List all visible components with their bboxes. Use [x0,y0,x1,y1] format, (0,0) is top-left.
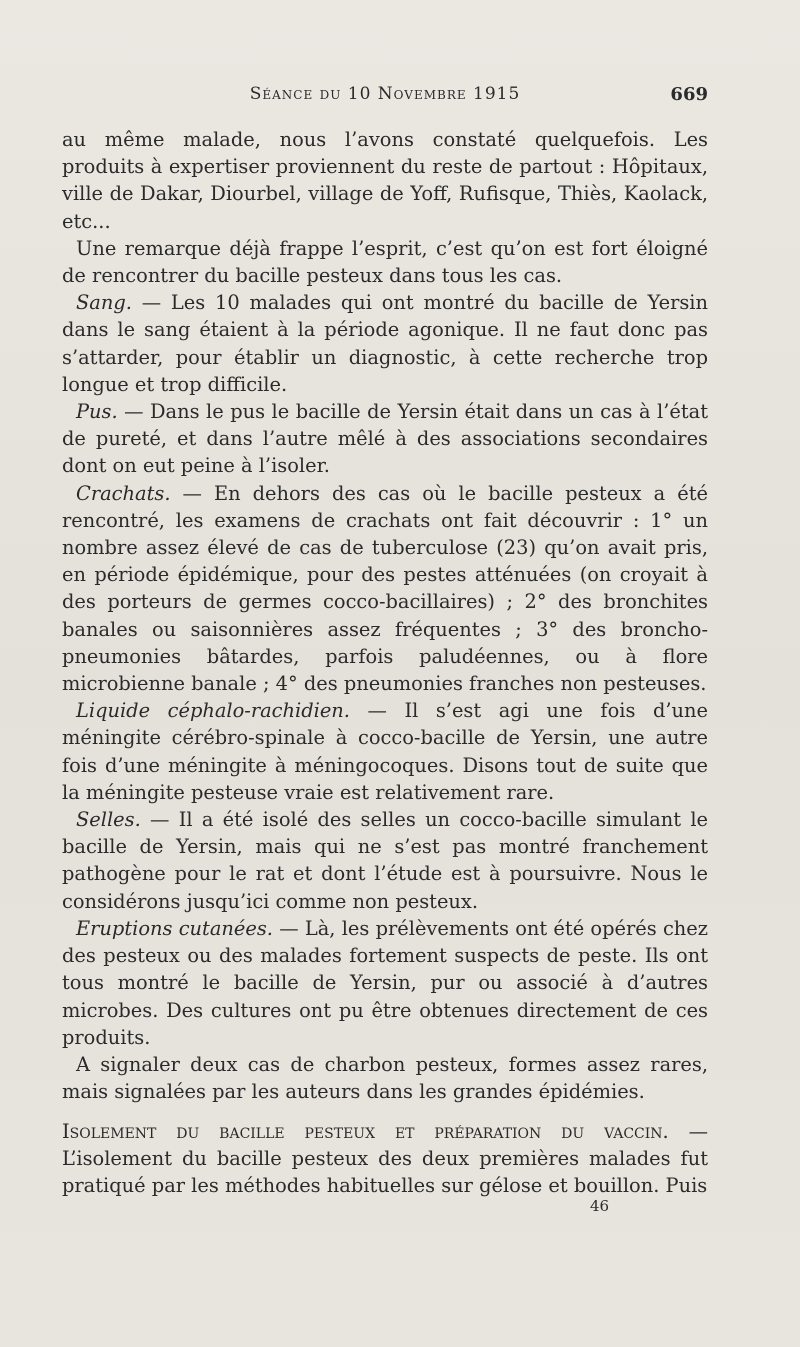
page-header [62,84,708,114]
paragraph-text: — Il a été isolé des selles un cocco-bacille simulant le bacille de Yersin, mais qui ne s’est pas montré franchement pathogène pour le rat et dont l’étude est à poursuivre. Nous le considérons jusqu’ici comme non pesteux. [62,808,708,913]
paragraph [62,806,708,915]
section-heading: Isolement du bacille pesteux et préparation du vaccin. [62,1120,669,1143]
paragraph [62,1051,708,1105]
page-number: 669 [670,84,708,105]
running-head: Séance du 10 Novembre 1915 [249,84,521,104]
paragraph-lead: Selles. [76,808,141,832]
section-text: — L’isolement du bacille pesteux des deux premières malades fut pratiqué par les méthodes habituelles sur gélose et bouillon. Puis [62,1120,708,1198]
paragraph [62,235,708,289]
section-paragraph [62,1118,708,1200]
paragraph-text: A signaler deux cas de charbon pesteux, formes assez rares, mais signalées par les auteurs dans les grandes épidémies. [62,1052,708,1104]
section [62,1118,708,1200]
paragraph [62,915,708,1051]
paragraph-lead: Liquide céphalo-rachidien. [76,699,350,723]
paragraph-text: — Les 10 malades qui ont montré du bacille de Yersin dans le sang étaient à la période agonique. Il ne faut donc pas s’attarder, pour établir un diagnostic, à cette recherche trop longue et trop difficile. [62,291,708,396]
paragraph [62,480,708,698]
paragraph [62,126,708,235]
body-text [62,126,708,1105]
signature-mark: 46 [590,1197,610,1215]
paragraph [62,697,708,806]
paragraph-text: — Dans le pus le bacille de Yersin était dans un cas à l’état de pureté, et dans l’autre mêlé à des associations secondaires dont on eut peine à l’isoler. [62,400,708,478]
paragraph-text: — En dehors des cas où le bacille pesteux a été rencontré, les examens de crachats ont fait découvrir : 1° un nombre assez élevé de cas de tuberculose (23) qu’on avait pris, en période épidémique, pour des pestes atténuées (on croyait à des porteurs de germes cocco-bacillaires) ; 2° des bronchites banales ou saisonnières assez fréquentes ; 3° des broncho-pneumonies bâtardes, parfois paludéennes, ou à flore microbienne banale ; 4° des pneumonies franches non pesteuses. [62,481,708,696]
paragraph-text: Une remarque déjà frappe l’esprit, c’est qu’on est fort éloigné de rencontrer du bacille pesteux dans tous les cas. [62,236,708,288]
paragraph-lead: Eruptions cutanées. [76,916,273,940]
paragraph-lead: Sang. [76,291,132,315]
paragraph [62,398,708,480]
paragraph [62,289,708,398]
paragraph-text: — Là, les prélèvements ont été opérés chez des pesteux ou des malades fortement suspects de peste. Ils ont tous montré le bacille de Yersin, pur ou associé à d’autres microbes. Des cultures ont pu être obtenues directement de ces produits. [62,916,708,1049]
paragraph-lead: Crachats. [76,481,171,505]
paragraph-text: — Il s’est agi une fois d’une méningite cérébro-spinale à cocco-bacille de Yersin, une autre fois d’une méningite à méningocoques. Disons tout de suite que la méningite pesteuse vraie est relativement rare. [62,699,708,804]
paragraph-lead: Pus. [76,400,118,424]
paragraph-text: au même malade, nous l’avons constaté quelquefois. Les produits à expertiser proviennent du reste de partout : Hôpitaux, ville de Dakar, Diourbel, village de Yoff, Rufisque, Thiès, Kaolack, etc... [62,128,708,233]
